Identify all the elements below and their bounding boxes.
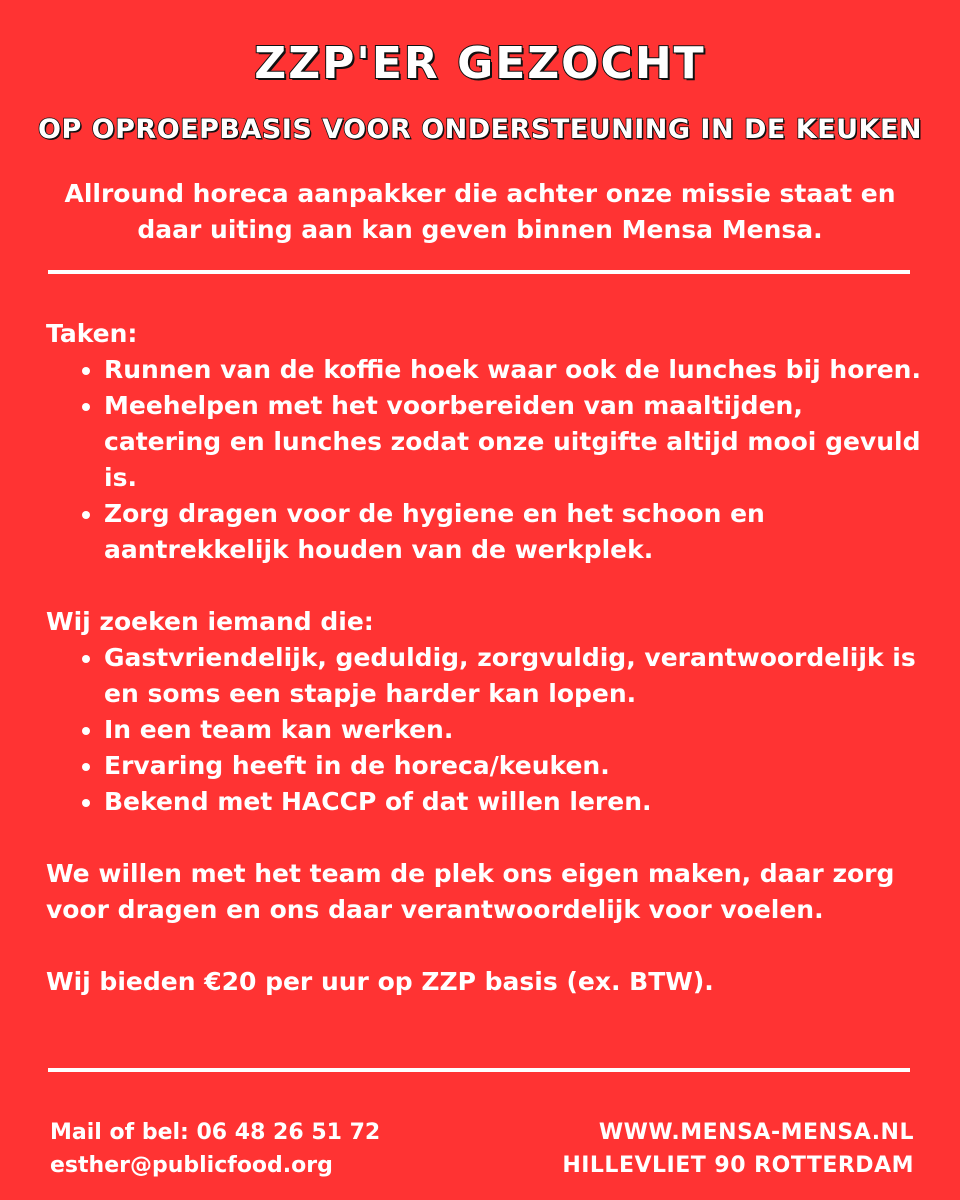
list-item: • Meehelpen met het voorbereiden van maaltijden, catering en lunches zodat onze uitgifte altijd mooi gevuld is. (104, 388, 926, 496)
list-item: • Bekend met HACCP of dat willen leren. (104, 784, 926, 820)
email-link[interactable]: esther@publicfood.org (50, 1153, 333, 1178)
list-item: • In een team kan werken. (104, 712, 926, 748)
main-content (46, 316, 926, 1000)
divider-top (48, 270, 910, 274)
requirements-heading: Wij zoeken iemand die: (46, 607, 374, 636)
closing-statement: We willen met het team de plek ons eigen maken, daar zorg voor dragen en ons daar verantwoordelijk voor voelen. (46, 859, 895, 924)
offer-text: Wij bieden €20 per uur op ZZP basis (ex. BTW). (46, 967, 714, 996)
page-title: ZZP'ER GEZOCHT (254, 38, 706, 89)
page-subtitle: OP OPROEPBASIS VOOR ONDERSTEUNING IN DE KEUKEN (38, 114, 922, 145)
tasks-heading: Taken: (46, 319, 138, 348)
list-item: • Runnen van de koffie hoek waar ook de lunches bij horen. (104, 352, 926, 388)
requirements-list (46, 640, 926, 820)
location-block (562, 1116, 914, 1182)
list-item: • Zorg dragen voor de hygiene en het schoon en aantrekkelijk houden van de werkplek. (104, 496, 926, 568)
intro-text (30, 176, 930, 248)
divider-bottom (48, 1068, 910, 1072)
phone-line: Mail of bel: 06 48 26 51 72 (50, 1120, 381, 1145)
contact-block (50, 1116, 380, 1182)
intro-line: daar uiting aan kan geven binnen Mensa Mensa. (137, 215, 823, 244)
address-text: HILLEVLIET 90 ROTTERDAM (562, 1153, 914, 1178)
intro-line: Allround horeca aanpakker die achter onze missie staat en (64, 179, 896, 208)
list-item: • Ervaring heeft in de horeca/keuken. (104, 748, 926, 784)
list-item: • Gastvriendelijk, geduldig, zorgvuldig, verantwoordelijk is en soms een stapje harder kan lopen. (104, 640, 926, 712)
tasks-list (46, 352, 926, 568)
website-link[interactable]: WWW.MENSA-MENSA.NL (598, 1120, 914, 1145)
